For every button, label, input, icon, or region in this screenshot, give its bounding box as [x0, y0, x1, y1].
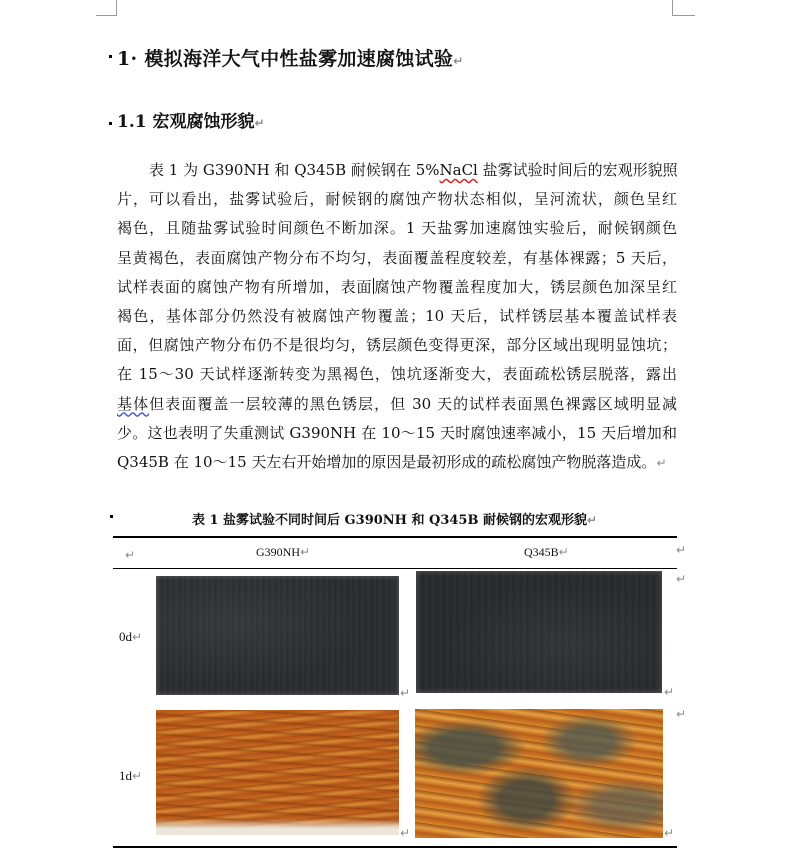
row-label-0d[interactable]: 0d↵ [119, 629, 143, 644]
paragraph-line: 基体但表面覆盖一层较薄的黑色锈层，但 30 天的试样表面黑色裸露区域明显减 [117, 394, 677, 413]
crop-mark-top-right [672, 0, 695, 16]
section-number: 1 [117, 48, 131, 70]
list-bullet [109, 55, 112, 58]
row-label-1d[interactable]: 1d↵ [119, 768, 143, 783]
cell-mark-icon: ↵ [664, 685, 675, 699]
subsection-number: 1.1 [117, 112, 147, 132]
paragraph-mark-icon: ↵ [453, 54, 464, 68]
subsection-heading[interactable] [117, 107, 265, 132]
paragraph-line: 呈黄褐色，表面腐蚀产物分布不均匀，表面覆盖程度较差，有基体裸露；5 天后， [117, 248, 677, 267]
sample-photo-q345b-1d[interactable] [415, 709, 663, 838]
paragraph-mark-icon: ↵ [587, 513, 598, 527]
paragraph-line: 褐色，基体部分仍然没有被腐蚀产物覆盖；10 天后，试样锈层基本覆盖试样表 [117, 306, 677, 325]
subsection-title: 宏观腐蚀形貌 [152, 112, 255, 132]
section-heading[interactable]: 1· 模拟海洋大气中性盐雾加速腐蚀试验↵ [117, 48, 464, 70]
crop-mark-top-left [96, 0, 117, 16]
table-caption[interactable]: 表 1 盐雾试验不同时间后 G390NH 和 Q345B 耐候钢的宏观形貌↵ [191, 513, 598, 528]
cell-mark-icon: ↵ [400, 826, 411, 840]
table-bottom-rule [113, 846, 677, 848]
cell-mark-icon: ↵ [664, 826, 675, 840]
paragraph-mark-icon: ↵ [656, 455, 667, 470]
cell-mark-icon: ↵ [125, 548, 136, 562]
paragraph-line: 片，可以看出，盐雾试验后，耐候钢的腐蚀产物状态相似，呈河流状，颜色呈红 [117, 190, 677, 209]
paragraph-line: 面，但腐蚀产物分布仍不是很均匀，锈层颜色变得更深，部分区域出现明显蚀坑； [117, 336, 677, 355]
paragraph-line: 试样表面的腐蚀产物有所增加，表面腐蚀产物覆盖程度加大，锈层颜色加深呈红 [117, 277, 677, 296]
paragraph-line: 在 15～30 天试样逐渐转变为黑褐色，蚀坑逐渐变大，表面疏松锈层脱落，露出 [117, 365, 677, 384]
paragraph-mark-icon: ↵ [300, 545, 311, 559]
table-top-rule [113, 536, 677, 538]
paragraph-mark-icon: ↵ [132, 630, 143, 644]
sample-photo-q345b-0d[interactable] [416, 571, 662, 693]
body-paragraph[interactable] [117, 156, 677, 477]
column-header-q345b[interactable]: Q345B↵ [524, 545, 569, 559]
paragraph-line: 少。这也表明了失重测试 G390NH 在 10～15 天时腐蚀速率减小，15 天后增加和 [117, 423, 677, 442]
paragraph-mark-icon: ↵ [558, 545, 569, 559]
row-end-mark-icon: ↵ [676, 572, 687, 586]
paragraph-mark-icon: ↵ [132, 769, 143, 783]
grammar-underline: 基体 [117, 394, 150, 413]
column-header-g390nh[interactable]: G390NH↵ [256, 545, 311, 559]
table-header-rule [113, 568, 677, 569]
row-end-mark-icon: ↵ [676, 707, 687, 721]
section-title: 模拟海洋大气中性盐雾加速腐蚀试验 [144, 48, 454, 70]
paragraph-mark-icon: ↵ [254, 116, 265, 130]
cell-mark-icon: ↵ [400, 686, 411, 700]
sample-photo-g390nh-1d[interactable] [156, 710, 399, 835]
paragraph-line: 表 1 为 G390NH 和 Q345B 耐候钢在 5%NaCl 盐雾试验时间后的宏观形貌照 [149, 161, 678, 179]
paragraph-line: 褐色，且随盐雾试验时间颜色不断加深。1 天盐雾加速腐蚀实验后，耐候钢颜色 [117, 219, 677, 238]
spellcheck-underline: NaCl [439, 161, 478, 179]
list-bullet [109, 122, 112, 125]
paragraph-line: Q345B 在 10～15 天左右开始增加的原因是最初形成的疏松腐蚀产物脱落造成。↵ [117, 452, 667, 471]
row-end-mark-icon: ↵ [676, 543, 687, 557]
sample-photo-g390nh-0d[interactable] [156, 576, 399, 695]
